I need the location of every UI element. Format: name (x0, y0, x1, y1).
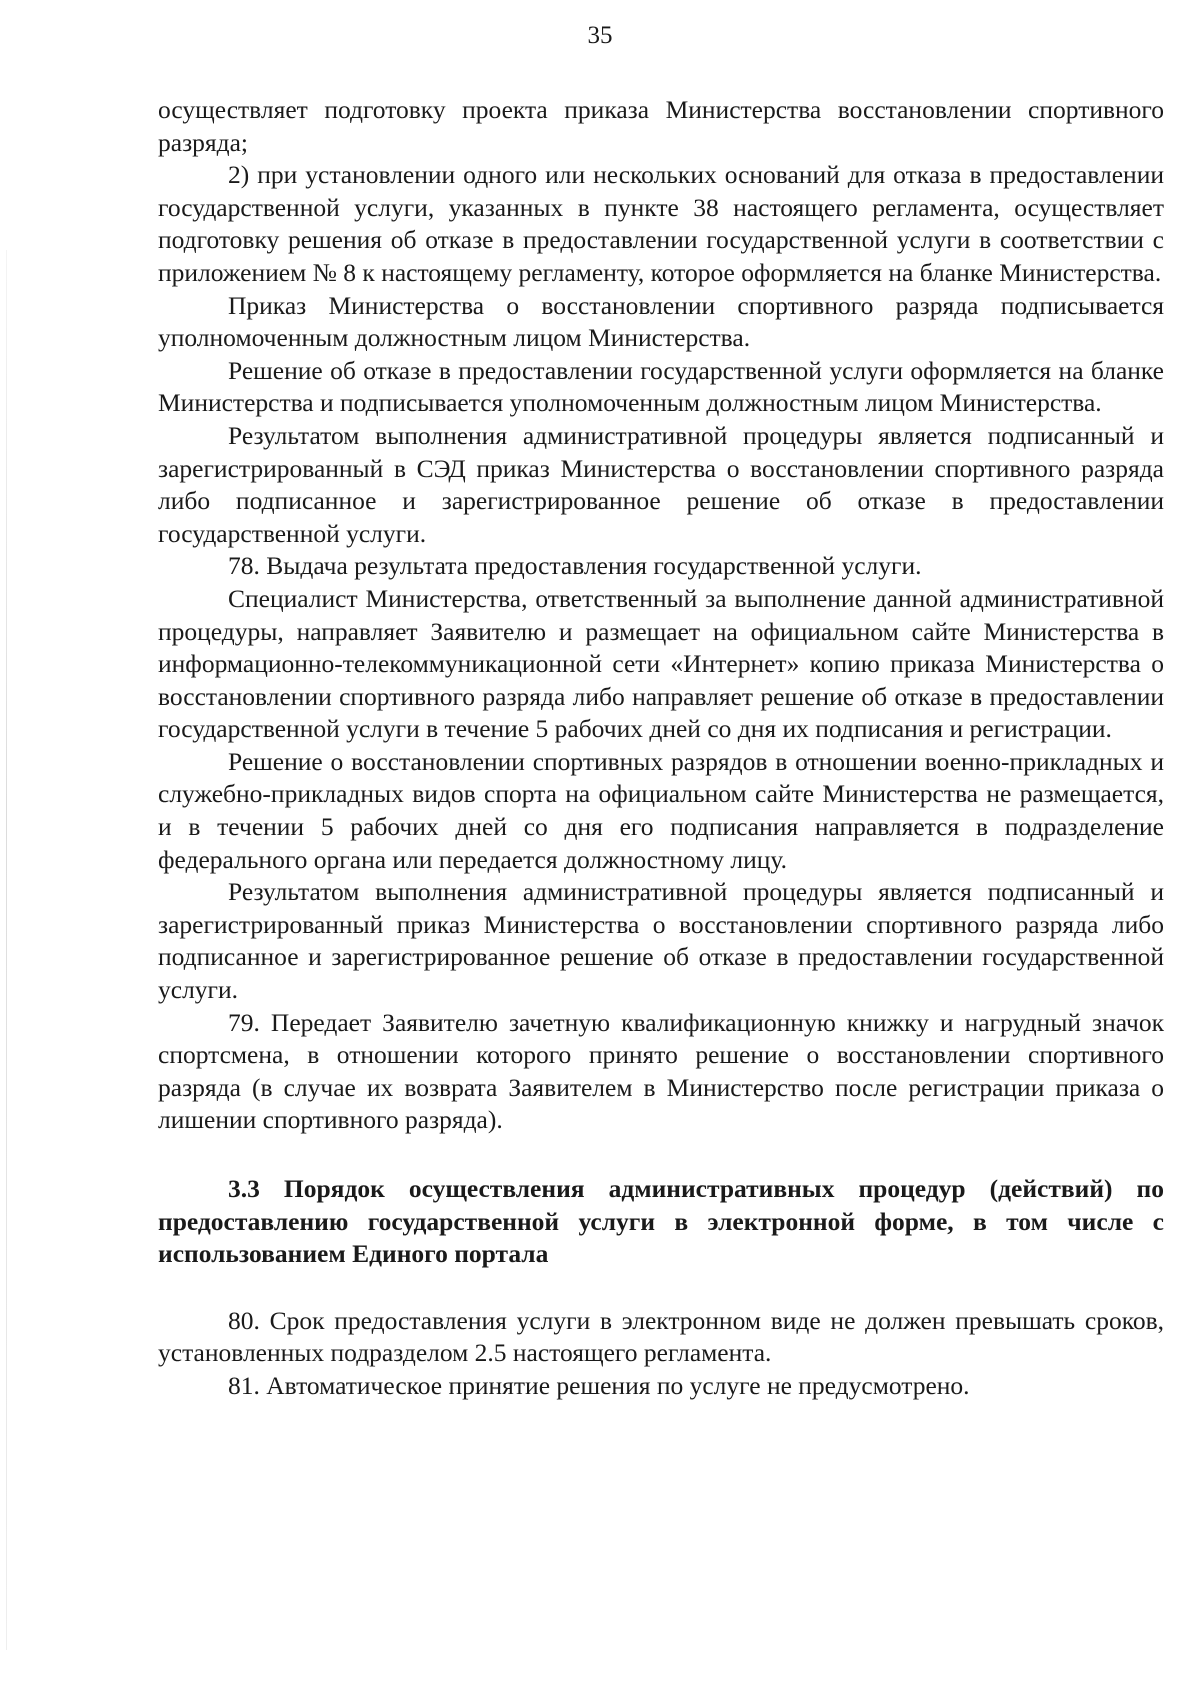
paragraph-military-sports: Решение о восстановлении спортивных разрядов в отношении военно-прикладных и служебно-прикладных видов спорта на официальном сайте Министерства не размещается, и в течении 5 рабочих дней со дня его подписания направляется в подразделение федерального органа или передается должностному лицу. (158, 746, 1164, 874)
section-heading: 3.3 Порядок осуществления административных процедур (действий) по предоставлению государственной услуги в электронной форме, в том числе с использованием Единого портала (158, 1174, 1164, 1269)
paragraph-item-81: 81. Автоматическое принятие решения по услуге не предусмотрено. (228, 1370, 970, 1400)
paragraph-item-80: 80. Срок предоставления услуги в электронном виде не должен превышать сроков, установленных подразделом 2.5 настоящего регламента. (158, 1305, 1164, 1368)
paragraph-order-signing: Приказ Министерства о восстановлении спортивного разряда подписывается уполномоченным должностным лицом Министерства. (158, 290, 1164, 353)
paragraph-specialist: Специалист Министерства, ответственный за выполнение данной административной процедуры, направляет Заявителю и размещает на официальном сайте Министерства в информационно-телекоммуникационной сети «Интернет» копию приказа Министерства о восстановлении спортивного разряда либо направляет решение об отказе в предоставлении государственной услуги в течение 5 рабочих дней со дня их подписания и регистрации. (158, 583, 1164, 744)
scan-edge-artifact (6, 250, 7, 1650)
paragraph-refusal-decision: Решение об отказе в предоставлении государственной услуги оформляется на бланке Министерства и подписывается уполномоченным должностным лицом Министерства. (158, 355, 1164, 418)
paragraph-continuation: осуществляет подготовку проекта приказа Министерства восстановлении спортивного разряда; (158, 95, 1164, 157)
paragraph-item-79: 79. Передает Заявителю зачетную квалификационную книжку и нагрудный значок спортсмена, в отношении которого принято решение о восстановлении спортивного разряда (в случае их возврата Заявителем в Министерство после регистрации приказа о лишении спортивного разряда). (158, 1007, 1164, 1135)
document-body (158, 94, 1164, 1403)
paragraph-item-78: 78. Выдача результата предоставления государственной услуги. (228, 551, 922, 581)
paragraph-item-2: 2) при установлении одного или нескольких оснований для отказа в предоставлении государственной услуги, указанных в пункте 38 настоящего регламента, осуществляет подготовку решения об отказе в предоставлении государственной услуги в соответствии с приложением № 8 к настоящему регламенту, которое оформляется на бланке Министерства. (158, 160, 1164, 287)
paragraph-procedure-result-2: Результатом выполнения административной процедуры является подписанный и зарегистрированный приказ Министерства о восстановлении спортивного разряда либо подписанное и зарегистрированное решение об отказе в предоставлении государственной услуги. (158, 877, 1164, 1005)
paragraph-procedure-result: Результатом выполнения административной процедуры является подписанный и зарегистрированный в СЭД приказ Министерства о восстановлении спортивного разряда либо подписанное и зарегистрированное решение об отказе в предоставлении государственной услуги. (158, 420, 1164, 548)
page-number: 35 (587, 22, 613, 49)
